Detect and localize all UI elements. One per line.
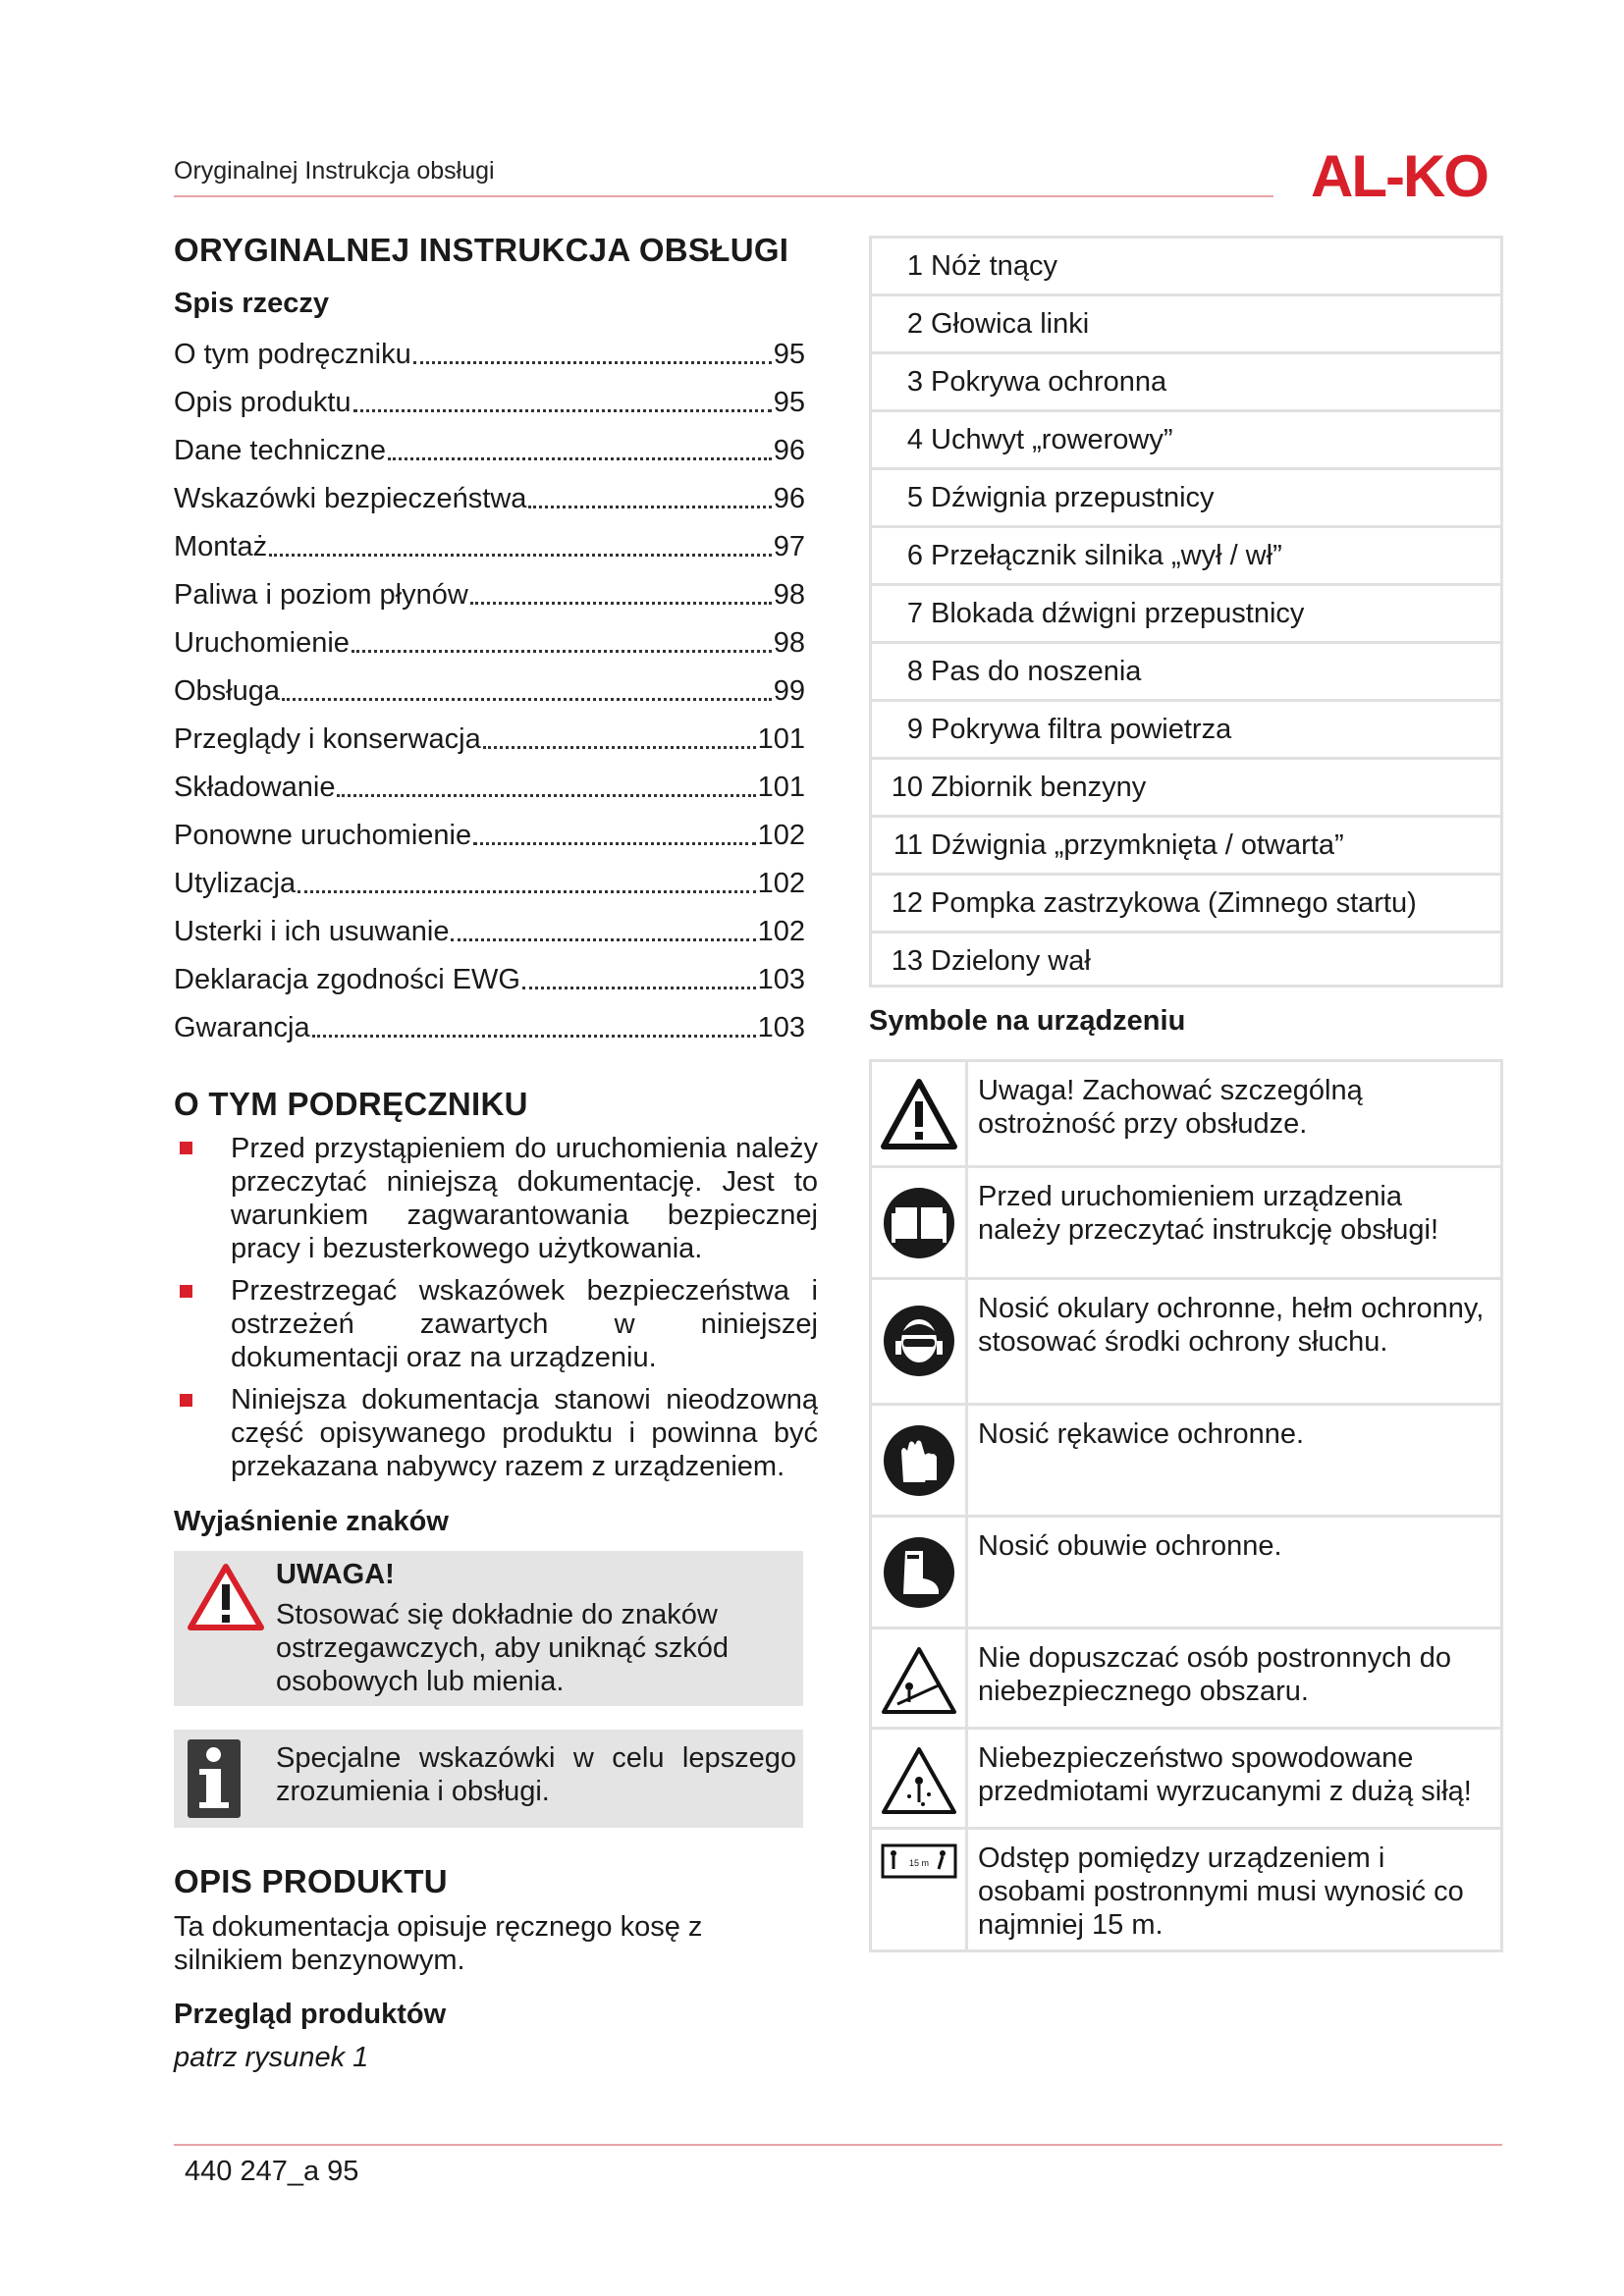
toc-item[interactable]: Ponowne uruchomienie 102: [174, 820, 805, 851]
table-row: 7 Blokada dźwigni przepustnicy: [872, 586, 1500, 644]
toc-heading: Spis rzeczy: [174, 288, 329, 319]
figure-reference: patrz rysunek 1: [174, 2042, 369, 2073]
table-row: 15 m Odstęp pomiędzy urządzeniem i osobami postronnymi musi wynosić co najmniej 15 m.: [872, 1830, 1500, 1949]
toc-item[interactable]: Gwarancja 103: [174, 1012, 805, 1043]
section-title-about: O TYM PODRĘCZNIKU: [174, 1086, 528, 1122]
info-note: [174, 1730, 803, 1828]
table-row: Niebezpieczeństwo spowodowane przedmiotami wyrzucanymi z dużą siłą!: [872, 1730, 1500, 1830]
read-manual-icon: [880, 1184, 958, 1262]
boots-icon: [880, 1533, 958, 1612]
toc-item[interactable]: Utylizacja 102: [174, 868, 805, 899]
table-row: 4 Uchwyt „rowerowy”: [872, 412, 1500, 470]
signs-heading: Wyjaśnienie znaków: [174, 1506, 449, 1537]
warning-title: UWAGA!: [276, 1559, 395, 1590]
bullet-square: [180, 1394, 192, 1407]
table-row: 10 Zbiornik benzyny: [872, 760, 1500, 818]
bullet-square: [180, 1285, 192, 1298]
svg-text:15 m: 15 m: [908, 1858, 930, 1868]
table-row: Nie dopuszczać osób postronnych do niebezpiecznego obszaru.: [872, 1629, 1500, 1730]
distance-icon: [880, 1840, 958, 1883]
header-rule: [174, 195, 1273, 197]
parts-table: [869, 236, 1503, 988]
page-footer: 440 247_a 95: [185, 2156, 359, 2187]
warning-note: [174, 1551, 803, 1706]
table-row: Nosić obuwie ochronne.: [872, 1518, 1500, 1629]
table-row: Nosić okulary ochronne, hełm ochronny, stosować środki ochrony słuchu.: [872, 1280, 1500, 1406]
toc-item[interactable]: Przeglądy i konserwacja 101: [174, 723, 805, 755]
toc-item[interactable]: Obsługa 99: [174, 675, 805, 707]
symbols-table: [869, 1059, 1503, 1952]
flying-objects-icon: [880, 1741, 958, 1820]
toc-item[interactable]: Składowanie 101: [174, 772, 805, 803]
symbols-heading: Symbole na urządzeniu: [869, 1005, 1186, 1037]
table-row: 8 Pas do noszenia: [872, 644, 1500, 702]
table-row: 13 Dzielony wał: [891, 945, 1091, 977]
toc-item[interactable]: Opis produktu 95: [174, 387, 805, 418]
bullet-text: Przed przystąpieniem do uruchomienia należy przeczytać niniejszą dokumentację. Jest to warunkiem zagwarantowania bezpiecznej pracy i bezusterkowego użytkowania.: [231, 1133, 818, 1264]
table-row: Nosić rękawice ochronne.: [872, 1406, 1500, 1518]
table-row: 6 Przełącznik silnika „wył / wł”: [872, 528, 1500, 586]
table-row: Przed uruchomieniem urządzenia należy przeczytać instrukcję obsługi!: [872, 1168, 1500, 1280]
table-row: 3 Pokrywa ochronna: [872, 354, 1500, 412]
bullet-text: Przestrzegać wskazówek bezpieczeństwa i ostrzeżeń zawartych w niniejszej dokumentacji oraz na urządzeniu.: [231, 1275, 818, 1373]
table-row: 2 Głowica linki: [872, 296, 1500, 354]
toc-item[interactable]: Dane techniczne 96: [174, 435, 805, 466]
footer-rule: [174, 2144, 1502, 2146]
svg-text:AL-KO: AL-KO: [1311, 143, 1488, 204]
info-text: Specjalne wskazówki w celu lepszego zrozumienia i obsługi.: [276, 1742, 796, 1807]
table-row: Uwaga! Zachować szczególną ostrożność przy obsłudze.: [872, 1062, 1500, 1168]
table-row: 9 Pokrywa filtra powietrza: [872, 702, 1500, 760]
table-row: 11 Dźwignia „przymknięta / otwarta”: [872, 818, 1500, 876]
warning-triangle-icon: [880, 1076, 958, 1154]
toc-item[interactable]: Usterki i ich usuwanie 102: [174, 916, 805, 947]
section-title-product: OPIS PRODUKTU: [174, 1863, 448, 1899]
toc-item[interactable]: Uruchomienie 98: [174, 627, 805, 659]
toc-item[interactable]: Montaż 97: [174, 531, 805, 562]
gloves-icon: [880, 1421, 958, 1500]
warning-text: Stosować się dokładnie do znaków ostrzegawczych, aby uniknąć szkód osobowych lub mienia.: [276, 1599, 729, 1697]
toc-item[interactable]: Wskazówki bezpieczeństwa 96: [174, 483, 805, 514]
warning-triangle-icon: [188, 1563, 264, 1631]
table-row: 5 Dźwignia przepustnicy: [872, 470, 1500, 528]
head-protection-icon: [880, 1302, 958, 1380]
info-icon: [188, 1739, 241, 1818]
keep-away-icon: [880, 1641, 958, 1720]
table-row: 1 Nóż tnący: [872, 239, 1500, 296]
page-title: ORYGINALNEJ INSTRUKCJA OBSŁUGI: [174, 232, 789, 268]
running-header: Oryginalnej Instrukcja obsługi: [174, 157, 495, 185]
alko-logo: [1294, 143, 1504, 204]
bullet-text: Niniejsza dokumentacja stanowi nieodzowną część opisywanego produktu i powinna być przekazana nabywcy razem z urządzeniem.: [231, 1384, 818, 1482]
product-description: Ta dokumentacja opisuje ręcznego kosę z silnikiem benzynowym.: [174, 1911, 703, 1976]
toc-item[interactable]: O tym podręczniku 95: [174, 339, 805, 370]
toc-item[interactable]: Deklaracja zgodności EWG 103: [174, 964, 805, 995]
product-overview-heading: Przegląd produktów: [174, 1999, 447, 2030]
table-row: 12 Pompka zastrzykowa (Zimnego startu): [872, 876, 1500, 934]
toc-item[interactable]: Paliwa i poziom płynów 98: [174, 579, 805, 611]
bullet-square: [180, 1142, 192, 1154]
